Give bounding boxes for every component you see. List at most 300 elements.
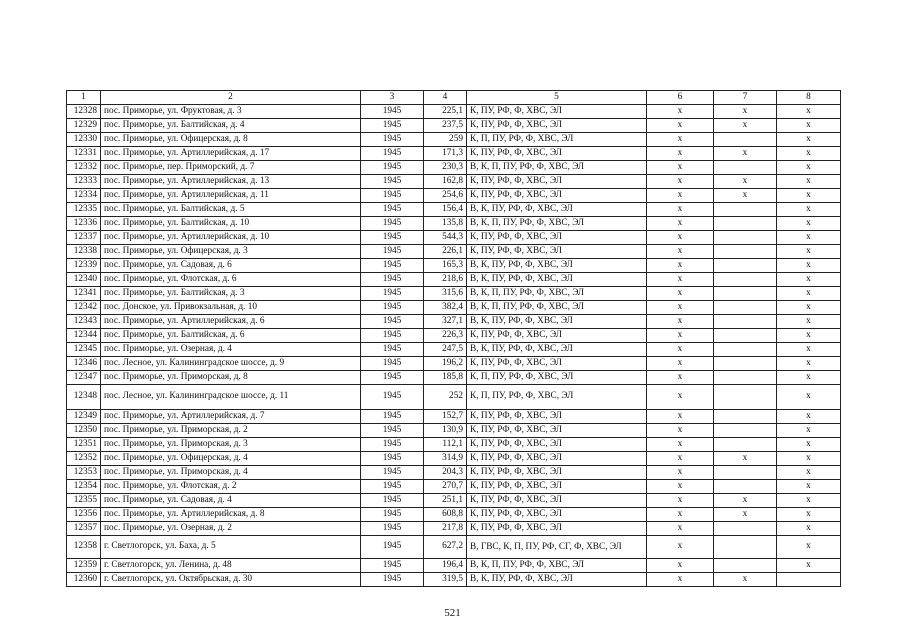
flag-col-6: х (647, 452, 714, 466)
row-number: 12357 (67, 522, 101, 536)
table-row (67, 559, 841, 573)
housing-register-table (66, 90, 841, 587)
address: г. Светлогорск, ул. Октябрьская, д. 30 (101, 573, 361, 587)
header-col-6: 6 (647, 91, 714, 105)
utilities: К, ПУ, РФ, Ф, ХВС, ЭЛ (467, 410, 647, 424)
table-row (67, 287, 841, 301)
flag-col-8: х (777, 343, 841, 357)
area: 130,9 (424, 424, 467, 438)
area: 162,8 (424, 175, 467, 189)
year: 1945 (361, 573, 424, 587)
row-number: 12356 (67, 508, 101, 522)
flag-col-6: х (647, 343, 714, 357)
flag-col-8: х (777, 175, 841, 189)
flag-col-6: х (647, 357, 714, 371)
area: 135,8 (424, 217, 467, 231)
area: 152,7 (424, 410, 467, 424)
row-number: 12343 (67, 315, 101, 329)
flag-col-6: х (647, 522, 714, 536)
flag-col-7: х (714, 189, 777, 203)
header-col-3: 3 (361, 91, 424, 105)
header-col-7: 7 (714, 91, 777, 105)
row-number: 12344 (67, 329, 101, 343)
flag-col-7: х (714, 494, 777, 508)
year: 1945 (361, 343, 424, 357)
utilities: К, П, ПУ, РФ, Ф, ХВС, ЭЛ (467, 385, 647, 410)
year: 1945 (361, 175, 424, 189)
flag-col-8: х (777, 410, 841, 424)
flag-col-8: х (777, 147, 841, 161)
table-row (67, 522, 841, 536)
utilities: В, К, П, ПУ, РФ, Ф, ХВС, ЭЛ (467, 301, 647, 315)
address: пос. Приморье, ул. Приморская, д. 3 (101, 438, 361, 452)
flag-col-6: х (647, 301, 714, 315)
address: пос. Приморье, ул. Флотская, д. 2 (101, 480, 361, 494)
utilities: К, ПУ, РФ, Ф, ХВС, ЭЛ (467, 452, 647, 466)
row-number: 12336 (67, 217, 101, 231)
row-number: 12330 (67, 133, 101, 147)
row-number: 12353 (67, 466, 101, 480)
flag-col-8: х (777, 161, 841, 175)
flag-col-7: х (714, 452, 777, 466)
area: 217,8 (424, 522, 467, 536)
address: пос. Приморье, ул. Артиллерийская, д. 17 (101, 147, 361, 161)
table-row (67, 573, 841, 587)
utilities: К, П, ПУ, РФ, Ф, ХВС, ЭЛ (467, 371, 647, 385)
year: 1945 (361, 522, 424, 536)
area: 112,1 (424, 438, 467, 452)
table-row (67, 329, 841, 343)
flag-col-8: х (777, 536, 841, 559)
year: 1945 (361, 133, 424, 147)
row-number: 12335 (67, 203, 101, 217)
table-row (67, 259, 841, 273)
area: 327,1 (424, 315, 467, 329)
table-row (67, 161, 841, 175)
area: 270,7 (424, 480, 467, 494)
flag-col-6: х (647, 466, 714, 480)
table-row (67, 203, 841, 217)
year: 1945 (361, 480, 424, 494)
utilities: В, ГВС, К, П, ПУ, РФ, СГ, Ф, ХВС, ЭЛ (467, 536, 647, 559)
flag-col-7 (714, 287, 777, 301)
address: пос. Приморье, ул. Офицерская, д. 4 (101, 452, 361, 466)
flag-col-6: х (647, 480, 714, 494)
flag-col-6: х (647, 287, 714, 301)
row-number: 12350 (67, 424, 101, 438)
utilities: В, К, ПУ, РФ, Ф, ХВС, ЭЛ (467, 259, 647, 273)
flag-col-8: х (777, 217, 841, 231)
flag-col-6: х (647, 536, 714, 559)
year: 1945 (361, 217, 424, 231)
utilities: В, К, ПУ, РФ, Ф, ХВС, ЭЛ (467, 315, 647, 329)
flag-col-8: х (777, 508, 841, 522)
table-row (67, 133, 841, 147)
address: пос. Приморье, ул. Флотская, д. 6 (101, 273, 361, 287)
utilities: К, ПУ, РФ, Ф, ХВС, ЭЛ (467, 357, 647, 371)
utilities: В, К, П, ПУ, РФ, Ф, ХВС, ЭЛ (467, 161, 647, 175)
year: 1945 (361, 508, 424, 522)
address: пос. Приморье, ул. Садовая, д. 4 (101, 494, 361, 508)
area: 196,4 (424, 559, 467, 573)
flag-col-8: х (777, 494, 841, 508)
area: 185,8 (424, 371, 467, 385)
flag-col-8: х (777, 105, 841, 119)
table-row (67, 119, 841, 133)
row-number: 12332 (67, 161, 101, 175)
flag-col-6: х (647, 494, 714, 508)
row-number: 12359 (67, 559, 101, 573)
table-row (67, 217, 841, 231)
flag-col-7: х (714, 105, 777, 119)
address: пос. Приморье, ул. Артиллерийская, д. 8 (101, 508, 361, 522)
address: пос. Приморье, ул. Артиллерийская, д. 6 (101, 315, 361, 329)
address: пос. Приморье, ул. Приморская, д. 8 (101, 371, 361, 385)
table-row (67, 357, 841, 371)
flag-col-7 (714, 329, 777, 343)
year: 1945 (361, 536, 424, 559)
flag-col-6: х (647, 203, 714, 217)
area: 226,1 (424, 245, 467, 259)
row-number: 12337 (67, 231, 101, 245)
utilities: К, ПУ, РФ, Ф, ХВС, ЭЛ (467, 329, 647, 343)
flag-col-7: х (714, 119, 777, 133)
year: 1945 (361, 466, 424, 480)
table-row (67, 536, 841, 559)
utilities: К, ПУ, РФ, Ф, ХВС, ЭЛ (467, 189, 647, 203)
table-row (67, 105, 841, 119)
header-col-1: 1 (67, 91, 101, 105)
utilities: К, ПУ, РФ, Ф, ХВС, ЭЛ (467, 245, 647, 259)
address: пос. Приморье, ул. Фруктовая, д. 3 (101, 105, 361, 119)
flag-col-7 (714, 301, 777, 315)
flag-col-7 (714, 161, 777, 175)
row-number: 12342 (67, 301, 101, 315)
area: 171,3 (424, 147, 467, 161)
utilities: К, ПУ, РФ, Ф, ХВС, ЭЛ (467, 147, 647, 161)
table-row (67, 175, 841, 189)
flag-col-8: х (777, 203, 841, 217)
area: 254,6 (424, 189, 467, 203)
utilities: К, ПУ, РФ, Ф, ХВС, ЭЛ (467, 105, 647, 119)
flag-col-7 (714, 371, 777, 385)
address: пос. Приморье, ул. Балтийская, д. 10 (101, 217, 361, 231)
header-col-5: 5 (467, 91, 647, 105)
area: 314,9 (424, 452, 467, 466)
area: 315,6 (424, 287, 467, 301)
flag-col-6: х (647, 329, 714, 343)
address: пос. Приморье, ул. Артиллерийская, д. 13 (101, 175, 361, 189)
row-number: 12355 (67, 494, 101, 508)
flag-col-6: х (647, 424, 714, 438)
utilities: В, К, П, ПУ, РФ, Ф, ХВС, ЭЛ (467, 217, 647, 231)
table-row (67, 147, 841, 161)
row-number: 12339 (67, 259, 101, 273)
address: пос. Приморье, ул. Балтийская, д. 5 (101, 203, 361, 217)
year: 1945 (361, 452, 424, 466)
year: 1945 (361, 357, 424, 371)
address: пос. Приморье, ул. Балтийская, д. 6 (101, 329, 361, 343)
flag-col-8: х (777, 301, 841, 315)
flag-col-7: х (714, 573, 777, 587)
area: 627,2 (424, 536, 467, 559)
table-row (67, 245, 841, 259)
year: 1945 (361, 385, 424, 410)
row-number: 12360 (67, 573, 101, 587)
row-number: 12334 (67, 189, 101, 203)
year: 1945 (361, 189, 424, 203)
flag-col-8: х (777, 385, 841, 410)
utilities: В, К, ПУ, РФ, Ф, ХВС, ЭЛ (467, 573, 647, 587)
flag-col-8: х (777, 119, 841, 133)
area: 382,4 (424, 301, 467, 315)
utilities: К, ПУ, РФ, Ф, ХВС, ЭЛ (467, 424, 647, 438)
utilities: К, ПУ, РФ, Ф, ХВС, ЭЛ (467, 231, 647, 245)
flag-col-6: х (647, 410, 714, 424)
flag-col-7 (714, 424, 777, 438)
year: 1945 (361, 371, 424, 385)
row-number: 12348 (67, 385, 101, 410)
address: пос. Приморье, ул. Артиллерийская, д. 7 (101, 410, 361, 424)
flag-col-8: х (777, 329, 841, 343)
row-number: 12338 (67, 245, 101, 259)
utilities: К, ПУ, РФ, Ф, ХВС, ЭЛ (467, 175, 647, 189)
address: пос. Приморье, ул. Артиллерийская, д. 10 (101, 231, 361, 245)
flag-col-7 (714, 522, 777, 536)
flag-col-7 (714, 357, 777, 371)
flag-col-8: х (777, 371, 841, 385)
table-row (67, 424, 841, 438)
utilities: В, К, ПУ, РФ, Ф, ХВС, ЭЛ (467, 343, 647, 357)
table-row (67, 301, 841, 315)
flag-col-8: х (777, 189, 841, 203)
table-body (67, 91, 841, 587)
flag-col-8: х (777, 231, 841, 245)
utilities: К, ПУ, РФ, Ф, ХВС, ЭЛ (467, 480, 647, 494)
flag-col-7 (714, 410, 777, 424)
table-row (67, 315, 841, 329)
year: 1945 (361, 259, 424, 273)
flag-col-8: х (777, 522, 841, 536)
year: 1945 (361, 424, 424, 438)
area: 259 (424, 133, 467, 147)
flag-col-6: х (647, 217, 714, 231)
table-row (67, 231, 841, 245)
flag-col-7 (714, 315, 777, 329)
table-row (67, 343, 841, 357)
year: 1945 (361, 147, 424, 161)
header-col-8: 8 (777, 91, 841, 105)
year: 1945 (361, 329, 424, 343)
flag-col-8: х (777, 480, 841, 494)
flag-col-6: х (647, 371, 714, 385)
area: 225,1 (424, 105, 467, 119)
address: пос. Приморье, ул. Садовая, д. 6 (101, 259, 361, 273)
table-row (67, 189, 841, 203)
utilities: К, ПУ, РФ, Ф, ХВС, ЭЛ (467, 438, 647, 452)
flag-col-8: х (777, 466, 841, 480)
utilities: К, ПУ, РФ, Ф, ХВС, ЭЛ (467, 119, 647, 133)
table-row (67, 273, 841, 287)
utilities: К, ПУ, РФ, Ф, ХВС, ЭЛ (467, 466, 647, 480)
flag-col-8: х (777, 273, 841, 287)
area: 218,6 (424, 273, 467, 287)
flag-col-6: х (647, 175, 714, 189)
area: 608,8 (424, 508, 467, 522)
flag-col-7 (714, 480, 777, 494)
table-row (67, 494, 841, 508)
area: 319,5 (424, 573, 467, 587)
flag-col-6: х (647, 508, 714, 522)
header-col-4: 4 (424, 91, 467, 105)
row-number: 12346 (67, 357, 101, 371)
address: пос. Приморье, ул. Балтийская, д. 3 (101, 287, 361, 301)
table-row (67, 385, 841, 410)
flag-col-8: х (777, 438, 841, 452)
area: 156,4 (424, 203, 467, 217)
address: пос. Приморье, ул. Артиллерийская, д. 11 (101, 189, 361, 203)
area: 252 (424, 385, 467, 410)
flag-col-8: х (777, 357, 841, 371)
area: 226,3 (424, 329, 467, 343)
flag-col-6: х (647, 147, 714, 161)
area: 230,3 (424, 161, 467, 175)
flag-col-6: х (647, 559, 714, 573)
flag-col-8: х (777, 133, 841, 147)
address: г. Светлогорск, ул. Ленина, д. 48 (101, 559, 361, 573)
year: 1945 (361, 119, 424, 133)
table-row (67, 480, 841, 494)
area: 544,3 (424, 231, 467, 245)
flag-col-6: х (647, 385, 714, 410)
address: пос. Приморье, ул. Озерная, д. 4 (101, 343, 361, 357)
year: 1945 (361, 231, 424, 245)
flag-col-6: х (647, 161, 714, 175)
flag-col-6: х (647, 438, 714, 452)
flag-col-8: х (777, 452, 841, 466)
flag-col-8 (777, 573, 841, 587)
flag-col-6: х (647, 315, 714, 329)
year: 1945 (361, 494, 424, 508)
year: 1945 (361, 161, 424, 175)
flag-col-7 (714, 259, 777, 273)
row-number: 12354 (67, 480, 101, 494)
table-row (67, 438, 841, 452)
flag-col-6: х (647, 119, 714, 133)
utilities: В, К, ПУ, РФ, Ф, ХВС, ЭЛ (467, 203, 647, 217)
flag-col-7 (714, 133, 777, 147)
row-number: 12341 (67, 287, 101, 301)
address: пос. Приморье, ул. Офицерская, д. 8 (101, 133, 361, 147)
flag-col-7 (714, 343, 777, 357)
address: пос. Приморье, ул. Балтийская, д. 4 (101, 119, 361, 133)
year: 1945 (361, 410, 424, 424)
area: 237,5 (424, 119, 467, 133)
address: пос. Приморье, пер. Приморский, д. 7 (101, 161, 361, 175)
row-number: 12358 (67, 536, 101, 559)
row-number: 12347 (67, 371, 101, 385)
year: 1945 (361, 273, 424, 287)
year: 1945 (361, 559, 424, 573)
flag-col-7: х (714, 508, 777, 522)
flag-col-8: х (777, 559, 841, 573)
address: пос. Лесное, ул. Калининградское шоссе, д. 9 (101, 357, 361, 371)
area: 251,1 (424, 494, 467, 508)
utilities: К, ПУ, РФ, Ф, ХВС, ЭЛ (467, 494, 647, 508)
flag-col-7 (714, 559, 777, 573)
area: 165,3 (424, 259, 467, 273)
flag-col-8: х (777, 287, 841, 301)
address: пос. Лесное, ул. Калининградское шоссе, д. 11 (101, 385, 361, 410)
year: 1945 (361, 315, 424, 329)
row-number: 12349 (67, 410, 101, 424)
flag-col-8: х (777, 259, 841, 273)
year: 1945 (361, 245, 424, 259)
table-header-row (67, 91, 841, 105)
flag-col-7 (714, 438, 777, 452)
table-row (67, 410, 841, 424)
utilities: К, ПУ, РФ, Ф, ХВС, ЭЛ (467, 522, 647, 536)
table-row (67, 508, 841, 522)
year: 1945 (361, 287, 424, 301)
year: 1945 (361, 301, 424, 315)
address: пос. Приморье, ул. Приморская, д. 2 (101, 424, 361, 438)
flag-col-6: х (647, 259, 714, 273)
area: 196,2 (424, 357, 467, 371)
utilities: В, К, П, ПУ, РФ, Ф, ХВС, ЭЛ (467, 287, 647, 301)
flag-col-7 (714, 273, 777, 287)
flag-col-7: х (714, 175, 777, 189)
flag-col-7 (714, 466, 777, 480)
area: 247,5 (424, 343, 467, 357)
flag-col-8: х (777, 424, 841, 438)
row-number: 12340 (67, 273, 101, 287)
address: пос. Приморье, ул. Офицерская, д. 3 (101, 245, 361, 259)
flag-col-7 (714, 217, 777, 231)
address: пос. Приморье, ул. Приморская, д. 4 (101, 466, 361, 480)
table-row (67, 466, 841, 480)
row-number: 12333 (67, 175, 101, 189)
flag-col-8: х (777, 315, 841, 329)
utilities: В, К, П, ПУ, РФ, Ф, ХВС, ЭЛ (467, 559, 647, 573)
utilities: К, П, ПУ, РФ, Ф, ХВС, ЭЛ (467, 133, 647, 147)
row-number: 12345 (67, 343, 101, 357)
utilities: В, К, ПУ, РФ, Ф, ХВС, ЭЛ (467, 273, 647, 287)
flag-col-7 (714, 245, 777, 259)
utilities: К, ПУ, РФ, Ф, ХВС, ЭЛ (467, 508, 647, 522)
row-number: 12352 (67, 452, 101, 466)
flag-col-6: х (647, 133, 714, 147)
area: 204,3 (424, 466, 467, 480)
flag-col-6: х (647, 273, 714, 287)
row-number: 12351 (67, 438, 101, 452)
flag-col-7 (714, 203, 777, 217)
year: 1945 (361, 438, 424, 452)
flag-col-6: х (647, 189, 714, 203)
flag-col-6: х (647, 573, 714, 587)
row-number: 12329 (67, 119, 101, 133)
row-number: 12328 (67, 105, 101, 119)
flag-col-6: х (647, 231, 714, 245)
table-row (67, 371, 841, 385)
table-row (67, 452, 841, 466)
address: пос. Приморье, ул. Озерная, д. 2 (101, 522, 361, 536)
flag-col-7 (714, 231, 777, 245)
flag-col-6: х (647, 105, 714, 119)
row-number: 12331 (67, 147, 101, 161)
page-number: 521 (444, 607, 461, 619)
flag-col-8: х (777, 245, 841, 259)
